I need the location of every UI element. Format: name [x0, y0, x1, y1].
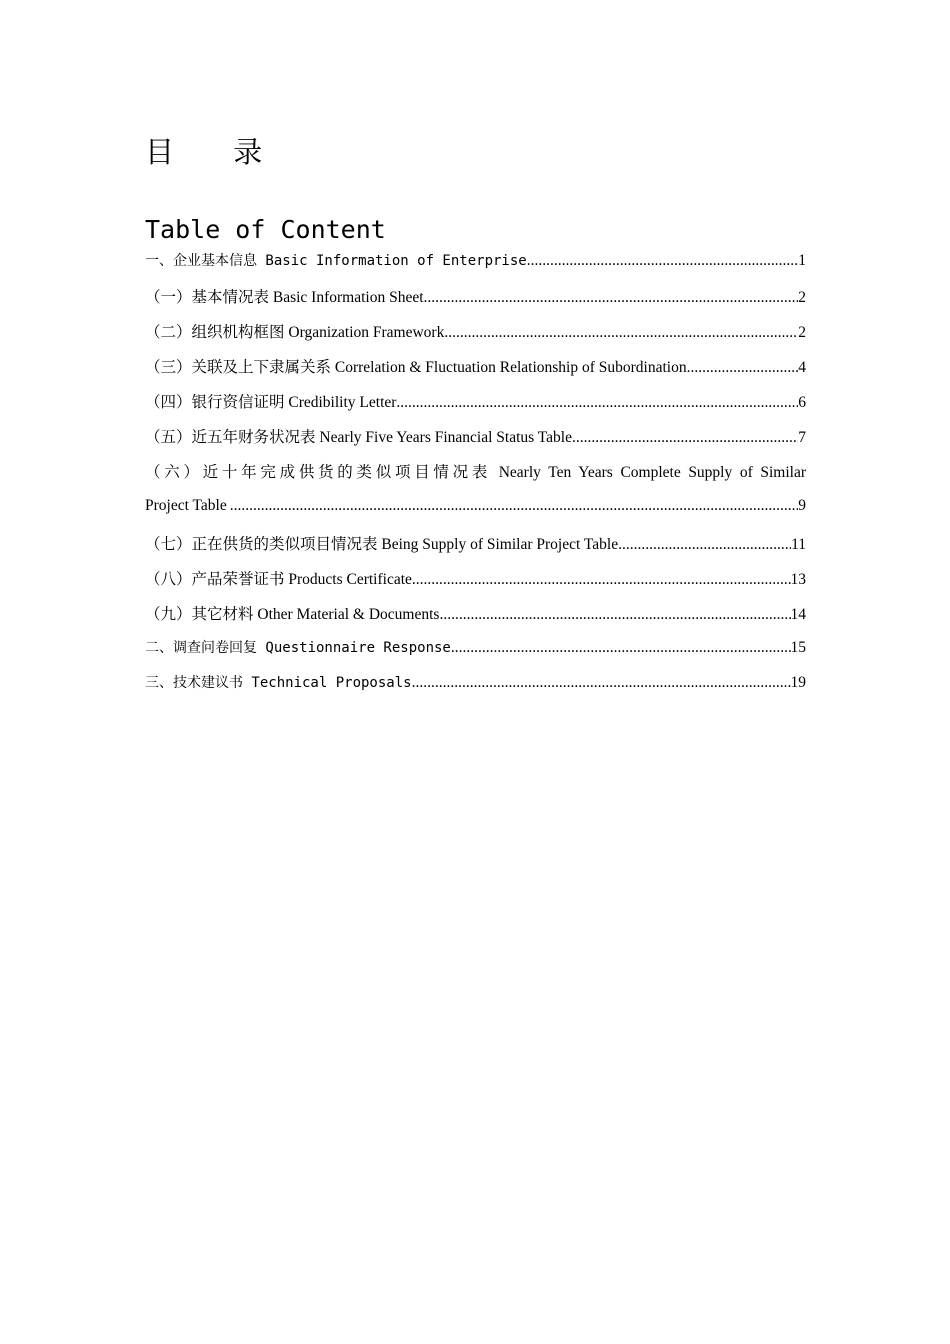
toc-entry-title: （一）基本情况表 Basic Information Sheet	[145, 289, 424, 306]
dot-leader	[424, 289, 799, 307]
dot-leader	[230, 497, 799, 515]
toc-heading-english: Table of Content	[145, 215, 386, 244]
toc-entry-basic-information-sheet[interactable]	[145, 285, 806, 320]
toc-entry-title: 一、企业基本信息 Basic Information of Enterprise	[145, 253, 527, 269]
toc-entry-being-supply[interactable]	[145, 532, 806, 567]
toc-entry-title: （三）关联及上下隶属关系 Correlation & Fluctuation Relationship of Subordination	[145, 359, 687, 376]
toc-entry-title: Project Table	[145, 497, 227, 514]
toc-entry-credibility-letter[interactable]	[145, 390, 806, 425]
toc-entry-title: （七）正在供货的类似项目情况表 Being Supply of Similar Project Table	[145, 536, 619, 553]
dot-leader	[396, 394, 798, 412]
toc-entry-title: （二）组织机构框图 Organization Framework	[145, 324, 445, 341]
dot-leader	[439, 606, 790, 624]
toc-entry-similar-projects-line1[interactable]	[145, 460, 806, 497]
dot-leader	[412, 571, 791, 589]
toc-entry-title: （六）近十年完成供货的类似项目情况表 Nearly Ten Years Complete Supply of Similar	[145, 464, 806, 481]
toc-entry-technical-proposals[interactable]	[145, 672, 806, 707]
toc-entry-title: （四）银行资信证明 Credibility Letter	[145, 394, 397, 411]
toc-entry-page: 15	[790, 639, 806, 656]
toc-entry-page: 4	[798, 359, 806, 376]
dot-leader	[687, 359, 799, 377]
toc-entry-title: （五）近五年财务状况表 Nearly Five Years Financial Status Table	[145, 429, 572, 446]
toc-entry-page: 14	[790, 606, 806, 623]
dot-leader	[444, 324, 798, 342]
dot-leader	[412, 674, 791, 692]
toc-entry-page: 2	[798, 289, 806, 306]
toc-entry-title: （九）其它材料 Other Material & Documents	[145, 606, 440, 623]
toc-entry-questionnaire-response[interactable]	[145, 637, 806, 672]
dot-leader	[572, 429, 798, 447]
toc-entry-page: 9	[798, 497, 806, 514]
table-of-contents	[145, 250, 806, 707]
toc-entry-other-material[interactable]	[145, 602, 806, 637]
dot-leader	[618, 536, 791, 554]
toc-entry-title: 三、技术建议书 Technical Proposals	[145, 675, 412, 691]
toc-entry-title: 二、调查问卷回复 Questionnaire Response	[145, 640, 451, 656]
toc-entry-page: 6	[798, 394, 806, 411]
toc-entry-organization-framework[interactable]	[145, 320, 806, 355]
toc-entry-page: 11	[791, 536, 806, 553]
toc-entry-page: 13	[790, 571, 806, 588]
toc-entry-page: 2	[798, 324, 806, 341]
toc-entry-title: （八）产品荣誉证书 Products Certificate	[145, 571, 412, 588]
toc-entry-correlation-relationship[interactable]	[145, 355, 806, 390]
toc-entry-page: 7	[798, 429, 806, 446]
toc-entry-page: 19	[790, 674, 806, 691]
dot-leader	[527, 252, 799, 270]
dot-leader	[451, 639, 791, 657]
toc-entry-financial-status[interactable]	[145, 425, 806, 460]
toc-entry-page: 1	[798, 252, 806, 269]
toc-entry-similar-projects-line2[interactable]	[145, 497, 806, 532]
toc-heading-chinese: 目 录	[145, 135, 288, 169]
toc-entry-enterprise-info[interactable]	[145, 250, 806, 285]
toc-entry-products-certificate[interactable]	[145, 567, 806, 602]
